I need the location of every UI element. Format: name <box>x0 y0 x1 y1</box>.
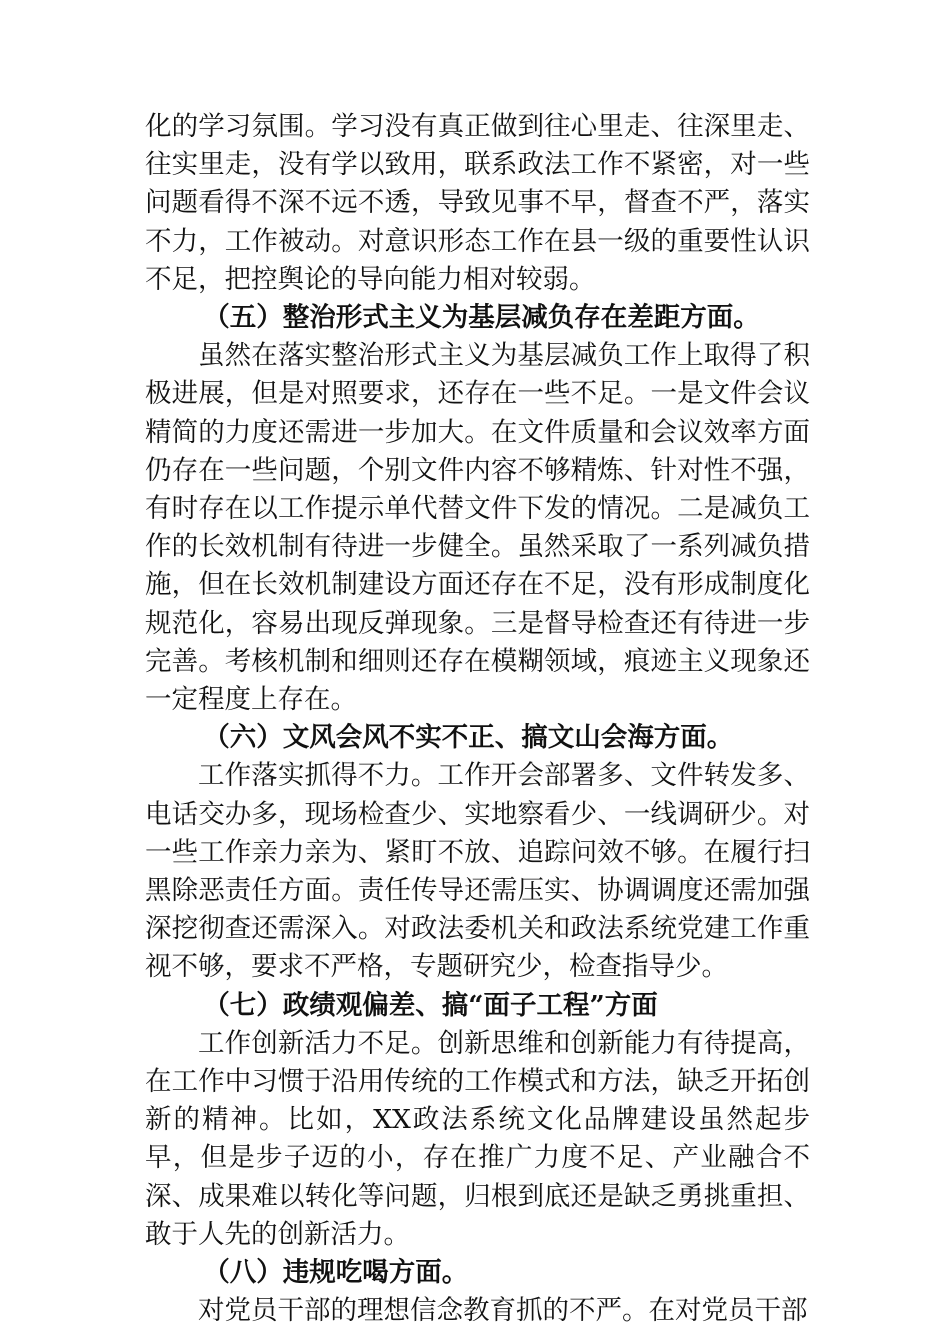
paragraph-section-7: 工作创新活力不足。创新思维和创新能力有待提高，在工作中习惯于沿用传统的工作模式和方法，缺乏开拓创新的精神。比如，XX政法系统文化品牌建设虽然起步早，但是步子迈的小，存在推广力度不足、产业融合不深、成果难以转化等问题，归根到底还是缺乏勇挑重担、敢于人先的创新活力。 <box>145 1027 810 1250</box>
paragraph-section-6: 工作落实抓得不力。工作开会部署多、文件转发多、电话交办多，现场检查少、实地察看少、一线调研少。对一些工作亲力亲为、紧盯不放、追踪问效不够。在履行扫黑除恶责任方面。责任传导还需压实、协调调度还需加强深挖彻查还需深入。对政法委机关和政法系统党建工作重视不够，要求不严格，专题研究少，检查指导少。 <box>145 760 810 983</box>
section-heading-6: （六）文风会风不实不正、搞文山会海方面。 <box>203 722 734 754</box>
section-heading-7: （七）政绩观偏差、搞“面子工程”方面 <box>203 989 658 1021</box>
paragraph-section-5: 虽然在落实整治形式主义为基层减负工作上取得了积极进展，但是对照要求，还存在一些不足。一是文件会议精简的力度还需进一步加大。在文件质量和会议效率方面仍存在一些问题，个别文件内容不够精炼、针对性不强，有时存在以工作提示单代替文件下发的情况。二是减负工作的长效机制有待进一步健全。虽然采取了一系列减负措施，但在长效机制建设方面还存在不足，没有形成制度化规范化，容易出现反弹现象。三是督导检查还有待进一步完善。考核机制和细则还存在模糊领域，痕迹主义现象还一定程度上存在。 <box>145 340 810 716</box>
document-page <box>145 108 810 1331</box>
section-heading-8: （八）违规吃喝方面。 <box>203 1257 469 1289</box>
paragraph-continued: 化的学习氛围。学习没有真正做到往心里走、往深里走、往实里走，没有学以致用，联系政法工作不紧密，对一些问题看得不深不远不透，导致见事不早，督查不严，落实不力，工作被动。对意识形态工作在县一级的重要性认识不足，把控舆论的导向能力相对较弱。 <box>145 111 810 295</box>
section-heading-5: （五）整治形式主义为基层减负存在差距方面。 <box>203 302 760 334</box>
paragraph-section-8: 对党员干部的理想信念教育抓的不严。在对党员干部 <box>198 1295 808 1327</box>
